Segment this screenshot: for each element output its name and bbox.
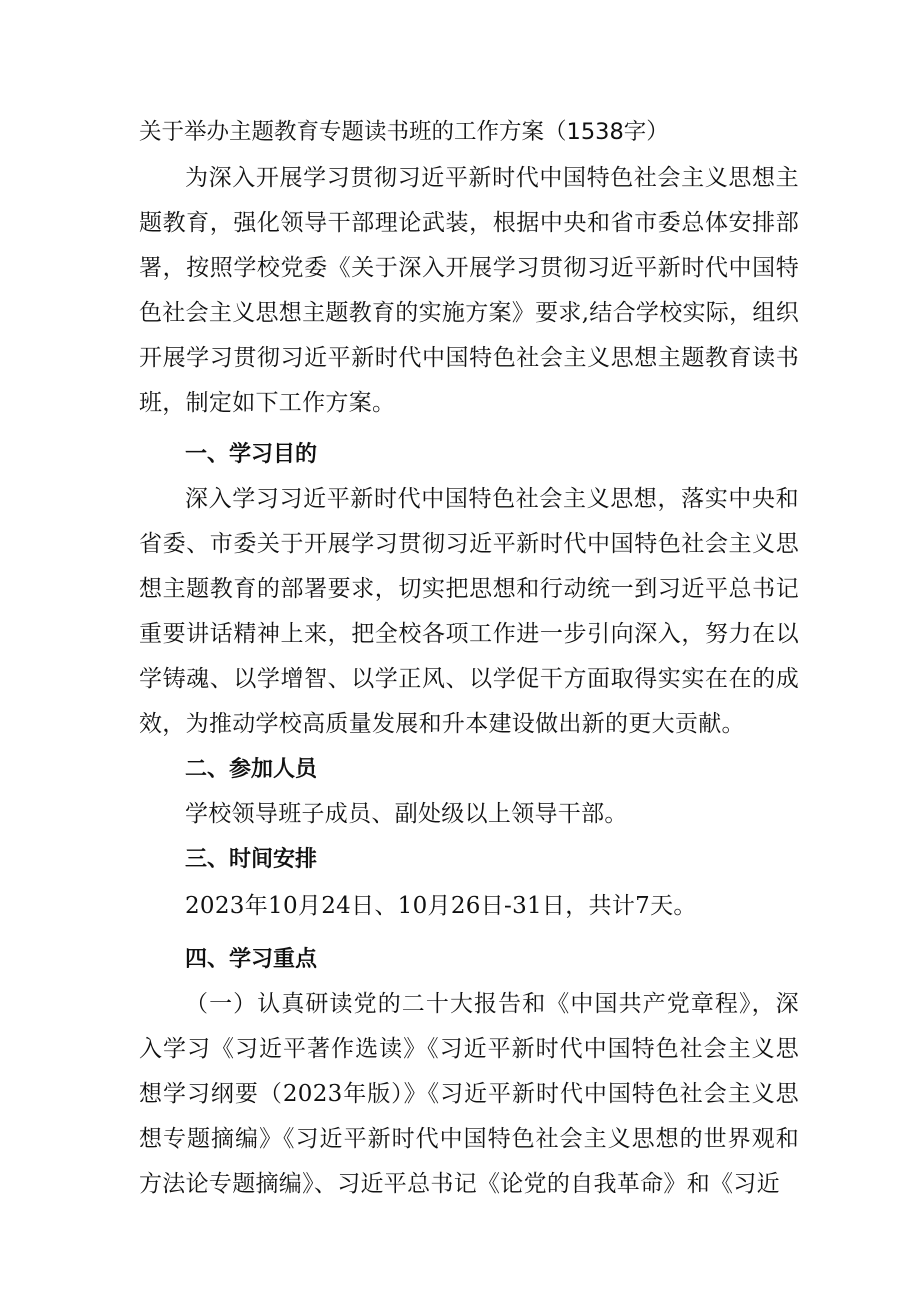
section-body-purpose: 深入学习习近平新时代中国特色社会主义思想，落实中央和省委、市委关于开展学习贯彻习近平新时代中国特色社会主义思想主题教育的部署要求，切实把思想和行动统一到习近平总书记重要讲话精神上来，把全校各项工作进一步引向深入，努力在以学铸魂、以学增智、以学正风、以学促干方面取得实实在在的成效，为推动学校高质量发展和升本建设做出新的更大贡献。	[139, 486, 799, 737]
section-heading-key-points: 四、学习重点	[185, 947, 318, 972]
section-heading-participants: 二、参加人员	[185, 757, 318, 782]
document-title: 关于举办主题教育专题读书班的工作方案（1538字）	[139, 119, 669, 145]
section-heading-purpose: 一、学习目的	[185, 442, 318, 467]
section-body-schedule: 2023年10月24日、10月26日-31日，共计7天。	[185, 893, 697, 919]
document-body	[139, 112, 799, 1207]
intro-paragraph: 为深入开展学习贯彻习近平新时代中国特色社会主义思想主题教育，强化领导干部理论武装，根据中央和省市委总体安排部署，按照学校党委《关于深入开展学习贯彻习近平新时代中国特色社会主义思想主题教育的实施方案》要求,结合学校实际，组织开展学习贯彻习近平新时代中国特色社会主义思想主题教育读书班，制定如下工作方案。	[139, 165, 800, 416]
section-heading-schedule: 三、时间安排	[185, 847, 318, 872]
section-body-participants: 学校领导班子成员、副处级以上领导干部。	[185, 801, 628, 827]
section-body-key-points: （一）认真研读党的二十大报告和《中国共产党章程》，深入学习《习近平著作选读》《习近平新时代中国特色社会主义思想学习纲要（2023年版）》《习近平新时代中国特色社会主义思想专题摘编》《习近平新时代中国特色社会主义思想的世界观和方法论专题摘编》、习近平总书记《论党的自我革命》和《习近	[139, 991, 799, 1197]
